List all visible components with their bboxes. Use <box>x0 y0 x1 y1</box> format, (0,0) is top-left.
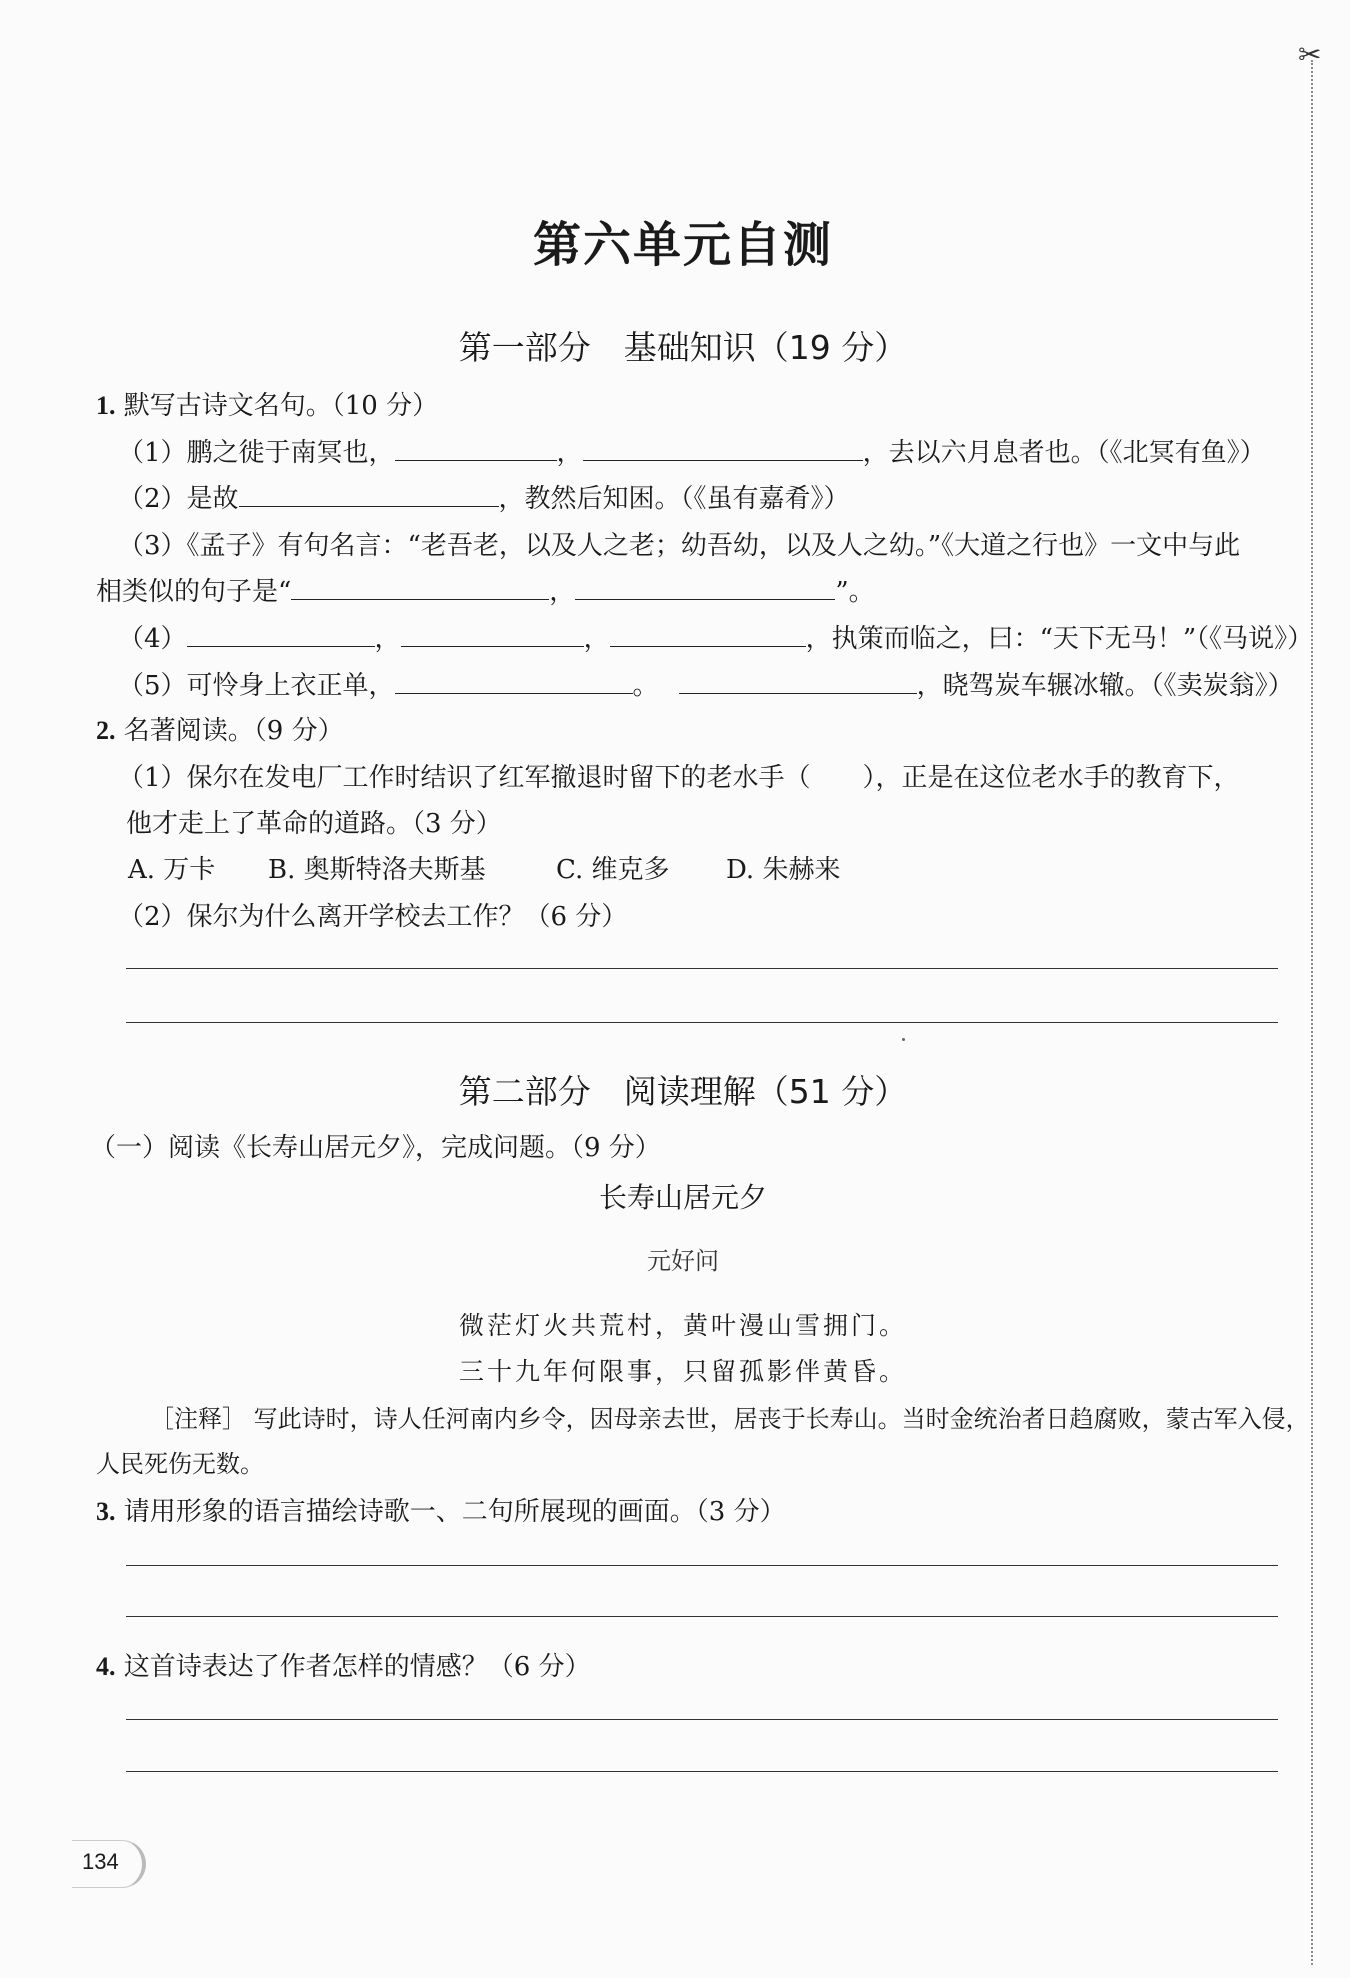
poem-line-2: 三十九年何限事，只留孤影伴黄昏。 <box>458 1357 907 1386</box>
answer-line[interactable] <box>126 968 1278 969</box>
q4-stem <box>96 1646 591 1683</box>
answer-line[interactable] <box>126 1719 1278 1720</box>
q2-stem <box>96 710 344 747</box>
page-number <box>72 1840 146 1886</box>
q3-stem <box>96 1491 786 1528</box>
print-speck <box>902 1038 905 1041</box>
q1-4-tail: ，执策而临之，曰：“天下无马！”（《马说》） <box>805 624 1314 654</box>
part1-heading: 第一部分 基础知识（19 分） <box>458 328 908 367</box>
answer-blank[interactable] <box>583 438 863 461</box>
answer-line[interactable] <box>126 1771 1278 1772</box>
q1-4-comma1: ， <box>374 624 401 654</box>
q1-5-text: （5）可怜身上衣正单， <box>118 671 395 701</box>
q4-number: 4. <box>96 1652 116 1681</box>
q1-item-2 <box>118 478 850 515</box>
q3-stem-text: 请用形象的语言描绘诗歌一、二句所展现的画面。（3 分） <box>123 1497 786 1527</box>
q1-4-comma2: ， <box>583 624 610 654</box>
answer-line[interactable] <box>126 1565 1278 1566</box>
q1-1-tail: ，去以六月息者也。（《北冥有鱼》） <box>862 438 1266 468</box>
q2-item-1-line1: （1）保尔在发电厂工作时结识了红军撤退时留下的老水手（ ），正是在这位老水手的教育下， <box>118 763 1240 793</box>
poem-title: 长寿山居元夕 <box>598 1181 767 1214</box>
answer-blank[interactable] <box>679 671 917 694</box>
answer-line[interactable] <box>126 1616 1278 1617</box>
q1-1-text: （1）鹏之徙于南冥也， <box>118 438 395 468</box>
q1-stem-text: 默写古诗文名句。（10 分） <box>123 391 439 421</box>
q1-3-text: 相类似的句子是“ <box>96 577 292 607</box>
q4-stem-text: 这首诗表达了作者怎样的情感？（6 分） <box>123 1652 591 1682</box>
q2-option-d[interactable]: D. 朱赫来 <box>726 855 841 885</box>
scissors-icon: ✂ <box>1298 38 1322 71</box>
q1-item-5 <box>118 665 1294 702</box>
q1-number: 1. <box>96 391 116 420</box>
q2-stem-text: 名著阅读。（9 分） <box>123 716 344 746</box>
answer-line[interactable] <box>126 1022 1278 1023</box>
answer-blank[interactable] <box>239 484 499 507</box>
q2-item-1-line2: 他才走上了革命的道路。（3 分） <box>126 809 502 839</box>
q1-2-text: （2）是故 <box>118 484 239 514</box>
poem-author: 元好问 <box>647 1247 719 1275</box>
q1-4-text: （4） <box>118 624 187 654</box>
q2-option-c[interactable]: C. 维克多 <box>556 855 670 885</box>
answer-blank[interactable] <box>610 624 806 647</box>
answer-blank[interactable] <box>401 624 584 647</box>
q1-item-3-line1: （3）《孟子》有句名言：“老吾老，以及人之老；幼吾幼，以及人之幼。”《大道之行也》一文中与此 <box>118 531 1241 561</box>
q2-number: 2. <box>96 716 116 745</box>
q1-item-1 <box>118 432 1266 469</box>
q3-number: 3. <box>96 1497 116 1526</box>
q2-option-b[interactable]: B. 奥斯特洛夫斯基 <box>268 855 486 885</box>
poem-line-1: 微茫灯火共荒村，黄叶漫山雪拥门。 <box>458 1311 907 1340</box>
q2-option-a[interactable]: A. 万卡 <box>128 855 216 885</box>
q1-item-4 <box>118 618 1313 655</box>
reading-section-1: （一）阅读《长寿山居元夕》，完成问题。（9 分） <box>90 1133 661 1163</box>
answer-blank[interactable] <box>395 671 633 694</box>
q1-item-3-line2 <box>96 571 875 608</box>
q1-stem <box>96 385 438 422</box>
q1-1-comma: ， <box>556 438 583 468</box>
q1-3-tail: ”。 <box>835 577 875 607</box>
answer-blank[interactable] <box>395 438 557 461</box>
q2-item-2: （2）保尔为什么离开学校去工作？（6 分） <box>118 902 628 932</box>
part2-heading: 第二部分 阅读理解（51 分） <box>458 1072 908 1111</box>
poem-note-line1: ［注释］ 写此诗时，诗人任河南内乡令，因母亲去世，居丧于长寿山。当时金统治者日趋腐败，蒙古军入侵， <box>150 1405 1310 1433</box>
answer-blank[interactable] <box>187 624 375 647</box>
answer-blank[interactable] <box>291 577 549 600</box>
q1-3-comma: ， <box>549 577 576 607</box>
answer-blank[interactable] <box>575 577 835 600</box>
page-number-text: 134 <box>82 1849 119 1874</box>
q1-5-tail: ，晓驾炭车辗冰辙。（《卖炭翁》） <box>916 671 1294 701</box>
q1-5-period: 。 <box>632 671 659 701</box>
page-title: 第六单元自测 <box>532 217 833 273</box>
q1-2-tail: ，教然后知困。（《虽有嘉肴》） <box>498 484 850 514</box>
poem-note-line2: 人民死伤无数。 <box>96 1450 264 1478</box>
